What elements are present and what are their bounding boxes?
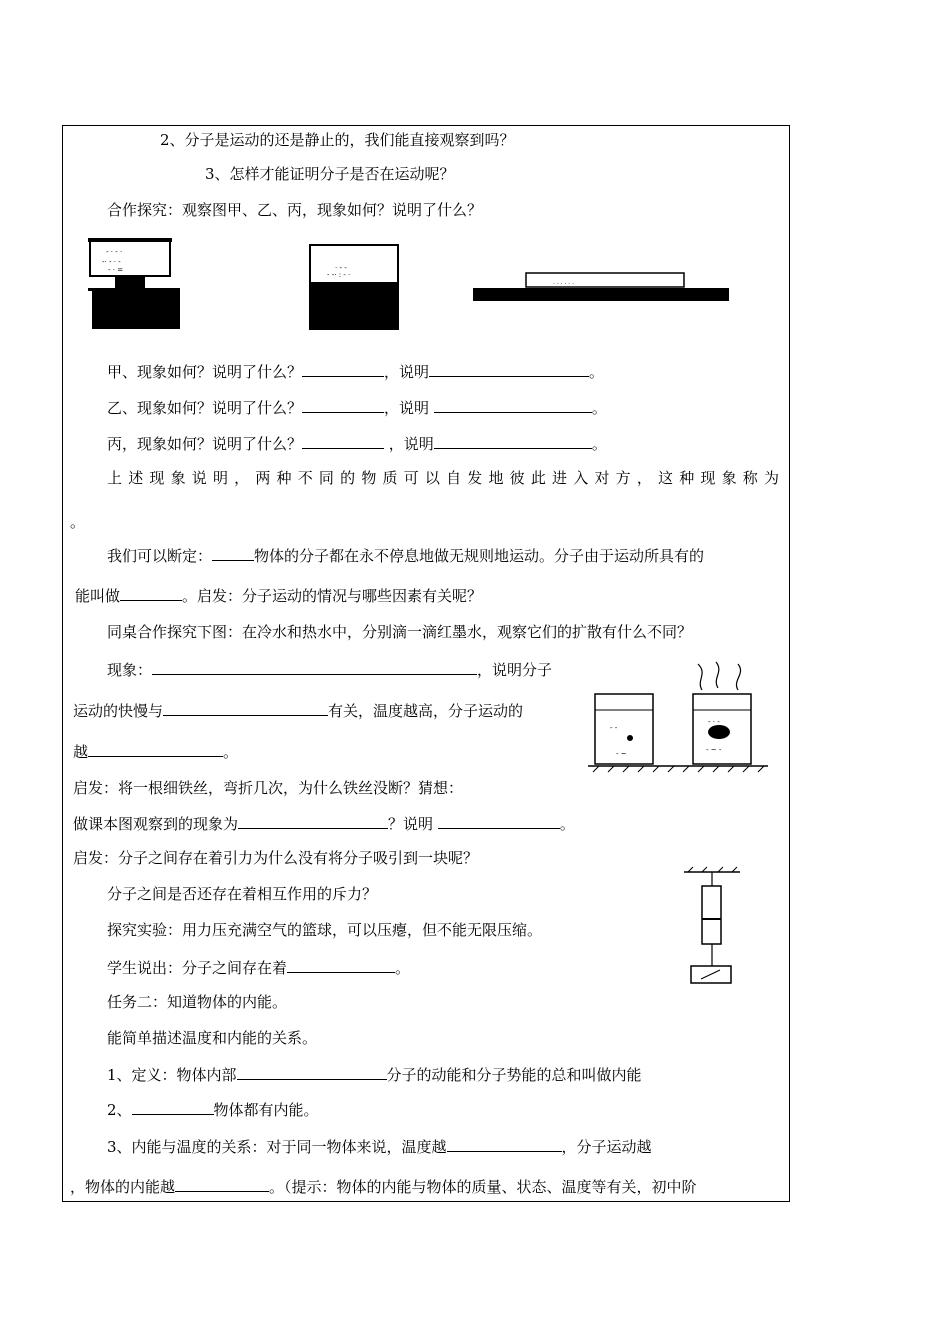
bing-line (107, 433, 607, 454)
task2-desc: 能简单描述温度和内能的关系。 (107, 1029, 318, 1047)
definition-text: 分子的动能和分子势能的总和叫做内能 (386, 1066, 642, 1084)
figure-bing (473, 272, 729, 302)
jia-line (107, 361, 604, 382)
obs-prefix-2: 运动的快慢与 (73, 702, 164, 720)
svg-text:- -: - - (610, 724, 618, 732)
item2-line (107, 1099, 319, 1120)
bing-mid: ，说明 (388, 435, 434, 453)
item2-text: 物体都有内能。 (213, 1101, 319, 1119)
explore-intro: 合作探究：观察图甲、乙、丙，现象如何？说明了什么？ (107, 201, 483, 219)
yi-line (107, 397, 607, 418)
item2-prefix: 2、 (107, 1101, 132, 1119)
obs-blank-1[interactable] (152, 659, 477, 675)
conclude-prefix-2: 能叫做 (75, 587, 121, 605)
conclude-blank-1[interactable] (212, 545, 254, 561)
phenomenon-end: 。 (70, 513, 86, 531)
conclude-line-2 (75, 585, 482, 606)
question-3: 3、怎样才能证明分子是否在运动呢？ (205, 165, 455, 183)
conclude-line-1 (107, 545, 704, 566)
yi-mid: ，说明 (384, 399, 430, 417)
task2-title: 任务二：知道物体的内能。 (107, 993, 288, 1011)
bing-end: 。 (591, 435, 607, 453)
jia-blank-2[interactable] (429, 361, 589, 377)
svg-text:- · - ·: - · - · (106, 248, 123, 256)
textbook-mid: ？说明 (388, 815, 434, 833)
svg-text:· - -: · - - (335, 264, 347, 272)
yi-prefix: 乙、现象如何？说明了什么？ (107, 399, 303, 417)
definition-blank[interactable] (237, 1064, 387, 1080)
definition-line (107, 1064, 642, 1085)
bing-blank-1[interactable] (302, 433, 384, 449)
obs-prefix: 现象： (107, 661, 153, 679)
hint-attract: 启发：分子之间存在着引力为什么没有将分子吸引到一块呢？ (73, 849, 479, 867)
obs-text: ，说明分子 (477, 661, 553, 679)
phenomenon-line: 上述现象说明，两种不同的物质可以自发地彼此进入对方，这种现象称为 (107, 469, 779, 487)
lead-cylinder-figure (684, 866, 744, 986)
bing-blank-2[interactable] (434, 433, 592, 449)
svg-text:- · -: - · - (708, 718, 720, 726)
repulse-question: 分子之间是否还存在着相互作用的斥力？ (107, 885, 378, 903)
obs-blank-3[interactable] (88, 741, 223, 757)
question-2: 2、分子是运动的还是静止的，我们能直接观察到吗？ (160, 131, 515, 149)
obs-prefix-3: 越 (73, 743, 89, 761)
item3-hint: 。（提示：物体的内能与物体的质量、状态、温度等有关，初中阶 (269, 1178, 697, 1196)
student-prefix: 学生说出：分子之间存在着 (107, 959, 288, 977)
item3-prefix-2: ，物体的内能越 (70, 1178, 176, 1196)
item3-blank-1[interactable] (447, 1136, 562, 1152)
obs-text-2: 有关，温度越高，分子运动的 (328, 702, 524, 720)
experiment-text: 探究实验：用力压充满空气的篮球，可以压瘪，但不能无限压缩。 (107, 921, 543, 939)
conclude-blank-2[interactable] (120, 585, 182, 601)
figure-jia (88, 238, 183, 330)
cold-hot-water-figure (588, 660, 768, 772)
svg-text:- ~: - ~ (616, 750, 627, 758)
item3-blank-2[interactable] (175, 1176, 269, 1192)
obs-end: 。 (223, 743, 239, 761)
yi-end: 。 (591, 399, 607, 417)
item3-text: ，分子运动越 (561, 1138, 652, 1156)
item3-line-2 (70, 1176, 697, 1197)
textbook-prefix: 做课本图观察到的现象为 (73, 815, 239, 833)
svg-text:- -· : - ·: - -· : - · (327, 271, 351, 279)
student-blank[interactable] (287, 957, 395, 973)
student-end: 。 (395, 959, 411, 977)
obs-line-1 (107, 659, 552, 680)
textbook-line (73, 813, 575, 834)
jia-mid: ，说明 (384, 363, 430, 381)
obs-line-2 (73, 700, 523, 721)
hint-wire: 启发：将一根细铁丝，弯折几次，为什么铁丝没断？猜想： (73, 779, 464, 797)
yi-blank-1[interactable] (302, 397, 384, 413)
svg-text:-· - · -: -· - · - (102, 258, 121, 266)
jia-end: 。 (589, 363, 605, 381)
svg-text:· · · · · ·: · · · · · · (553, 281, 574, 288)
svg-text:- ~ -: - ~ - (706, 746, 722, 754)
desk-explore: 同桌合作探究下图：在冷水和热水中，分别滴一滴红墨水，观察它们的扩散有什么不同？ (107, 623, 693, 641)
conclude-prefix: 我们可以断定： (107, 547, 213, 565)
yi-blank-2[interactable] (434, 397, 592, 413)
bing-prefix: 丙，现象如何？说明了什么？ (107, 435, 303, 453)
jia-blank-1[interactable] (302, 361, 384, 377)
textbook-blank-2[interactable] (438, 813, 560, 829)
obs-blank-2[interactable] (163, 700, 328, 716)
figure-yi (309, 244, 401, 330)
item3-prefix: 3、内能与温度的关系：对于同一物体来说，温度越 (107, 1138, 447, 1156)
item3-line (107, 1136, 652, 1157)
jia-prefix: 甲、现象如何？说明了什么？ (107, 363, 303, 381)
definition-prefix: 1、定义：物体内部 (107, 1066, 237, 1084)
obs-line-3 (73, 741, 238, 762)
conclude-hint: 。启发：分子运动的情况与哪些因素有关呢？ (182, 587, 483, 605)
conclude-text: 物体的分子都在永不停息地做无规则地运动。分子由于运动所具有的 (254, 547, 705, 565)
student-line (107, 957, 410, 978)
svg-text:- · =: - · = (108, 266, 124, 274)
item2-blank[interactable] (132, 1099, 214, 1115)
textbook-blank-1[interactable] (238, 813, 388, 829)
textbook-end: 。 (559, 815, 575, 833)
